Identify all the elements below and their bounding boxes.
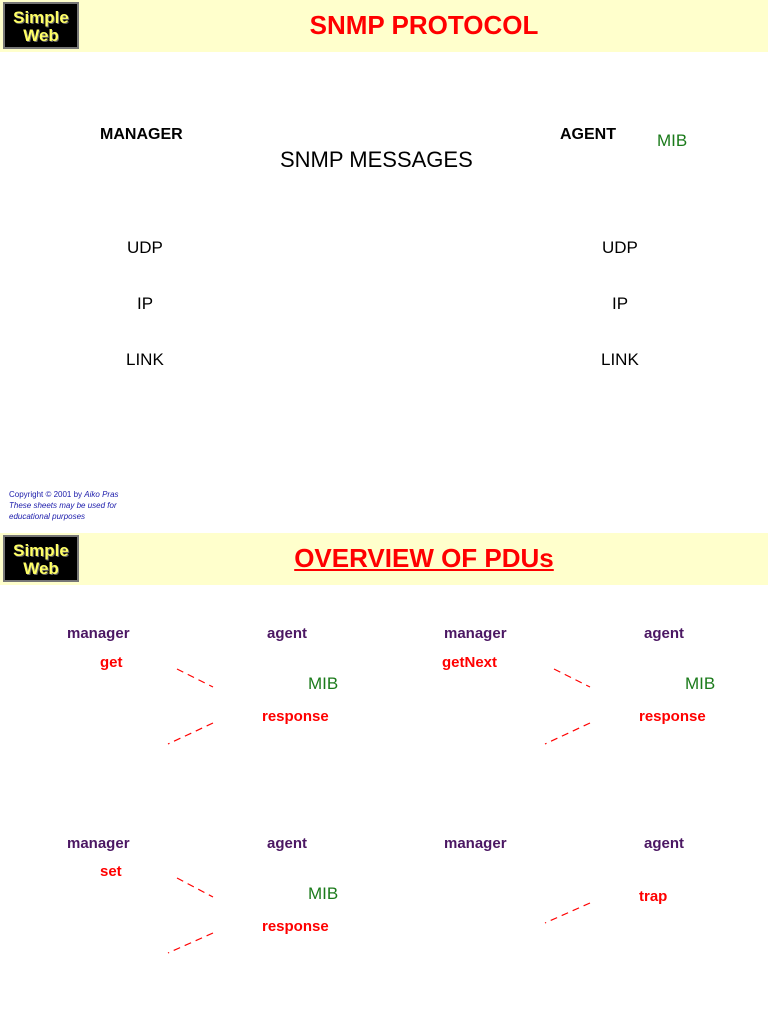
panel-get-agent: agent xyxy=(267,625,308,642)
simpleweb-logo: Simple Web xyxy=(3,2,79,49)
panel-get-request: get xyxy=(100,654,123,671)
set-response-arrow xyxy=(168,933,213,953)
left-udp: UDP xyxy=(127,238,163,257)
panel-set-mib: MIB xyxy=(308,884,339,903)
get-request-arrow xyxy=(177,669,213,687)
mib-label: MIB xyxy=(657,131,688,150)
panel-trap-manager: manager xyxy=(444,835,507,852)
set-request-arrow xyxy=(177,878,213,897)
left-ip: IP xyxy=(137,294,154,313)
panel-getnext-request: getNext xyxy=(442,654,498,671)
left-link: LINK xyxy=(126,350,164,369)
panel-getnext-manager: manager xyxy=(444,625,507,642)
panel-getnext-agent: agent xyxy=(644,625,685,642)
panel-getnext-response: response xyxy=(639,708,706,725)
slide1-title: SNMP PROTOCOL xyxy=(309,10,539,40)
simpleweb-logo: Simple Web xyxy=(3,535,79,582)
slide2-title: OVERVIEW OF PDUs xyxy=(294,543,554,573)
get-response-arrow xyxy=(168,723,213,744)
panel-get-response: response xyxy=(262,708,329,725)
panel-trap-pdu: trap xyxy=(639,888,668,905)
panel-set-manager: manager xyxy=(67,835,130,852)
right-udp: UDP xyxy=(602,238,638,257)
snmp-messages-label: SNMP MESSAGES xyxy=(280,147,473,172)
panel-getnext-mib: MIB xyxy=(685,674,716,693)
panel-get-mib: MIB xyxy=(308,674,339,693)
copyright-note: Copyright © 2001 by Aiko Pras These sheets may be used for educational purposes xyxy=(9,490,119,521)
panel-trap-agent: agent xyxy=(644,835,685,852)
panel-get-manager: manager xyxy=(67,625,130,642)
getnext-response-arrow xyxy=(545,723,590,744)
right-ip: IP xyxy=(612,294,629,313)
right-link: LINK xyxy=(601,350,639,369)
getnext-request-arrow xyxy=(554,669,590,687)
panel-set-response: response xyxy=(262,918,329,935)
manager-label: MANAGER xyxy=(100,126,183,143)
trap-arrow xyxy=(545,903,590,923)
panel-set-request: set xyxy=(100,863,122,880)
panel-set-agent: agent xyxy=(267,835,308,852)
agent-label: AGENT xyxy=(560,126,616,143)
